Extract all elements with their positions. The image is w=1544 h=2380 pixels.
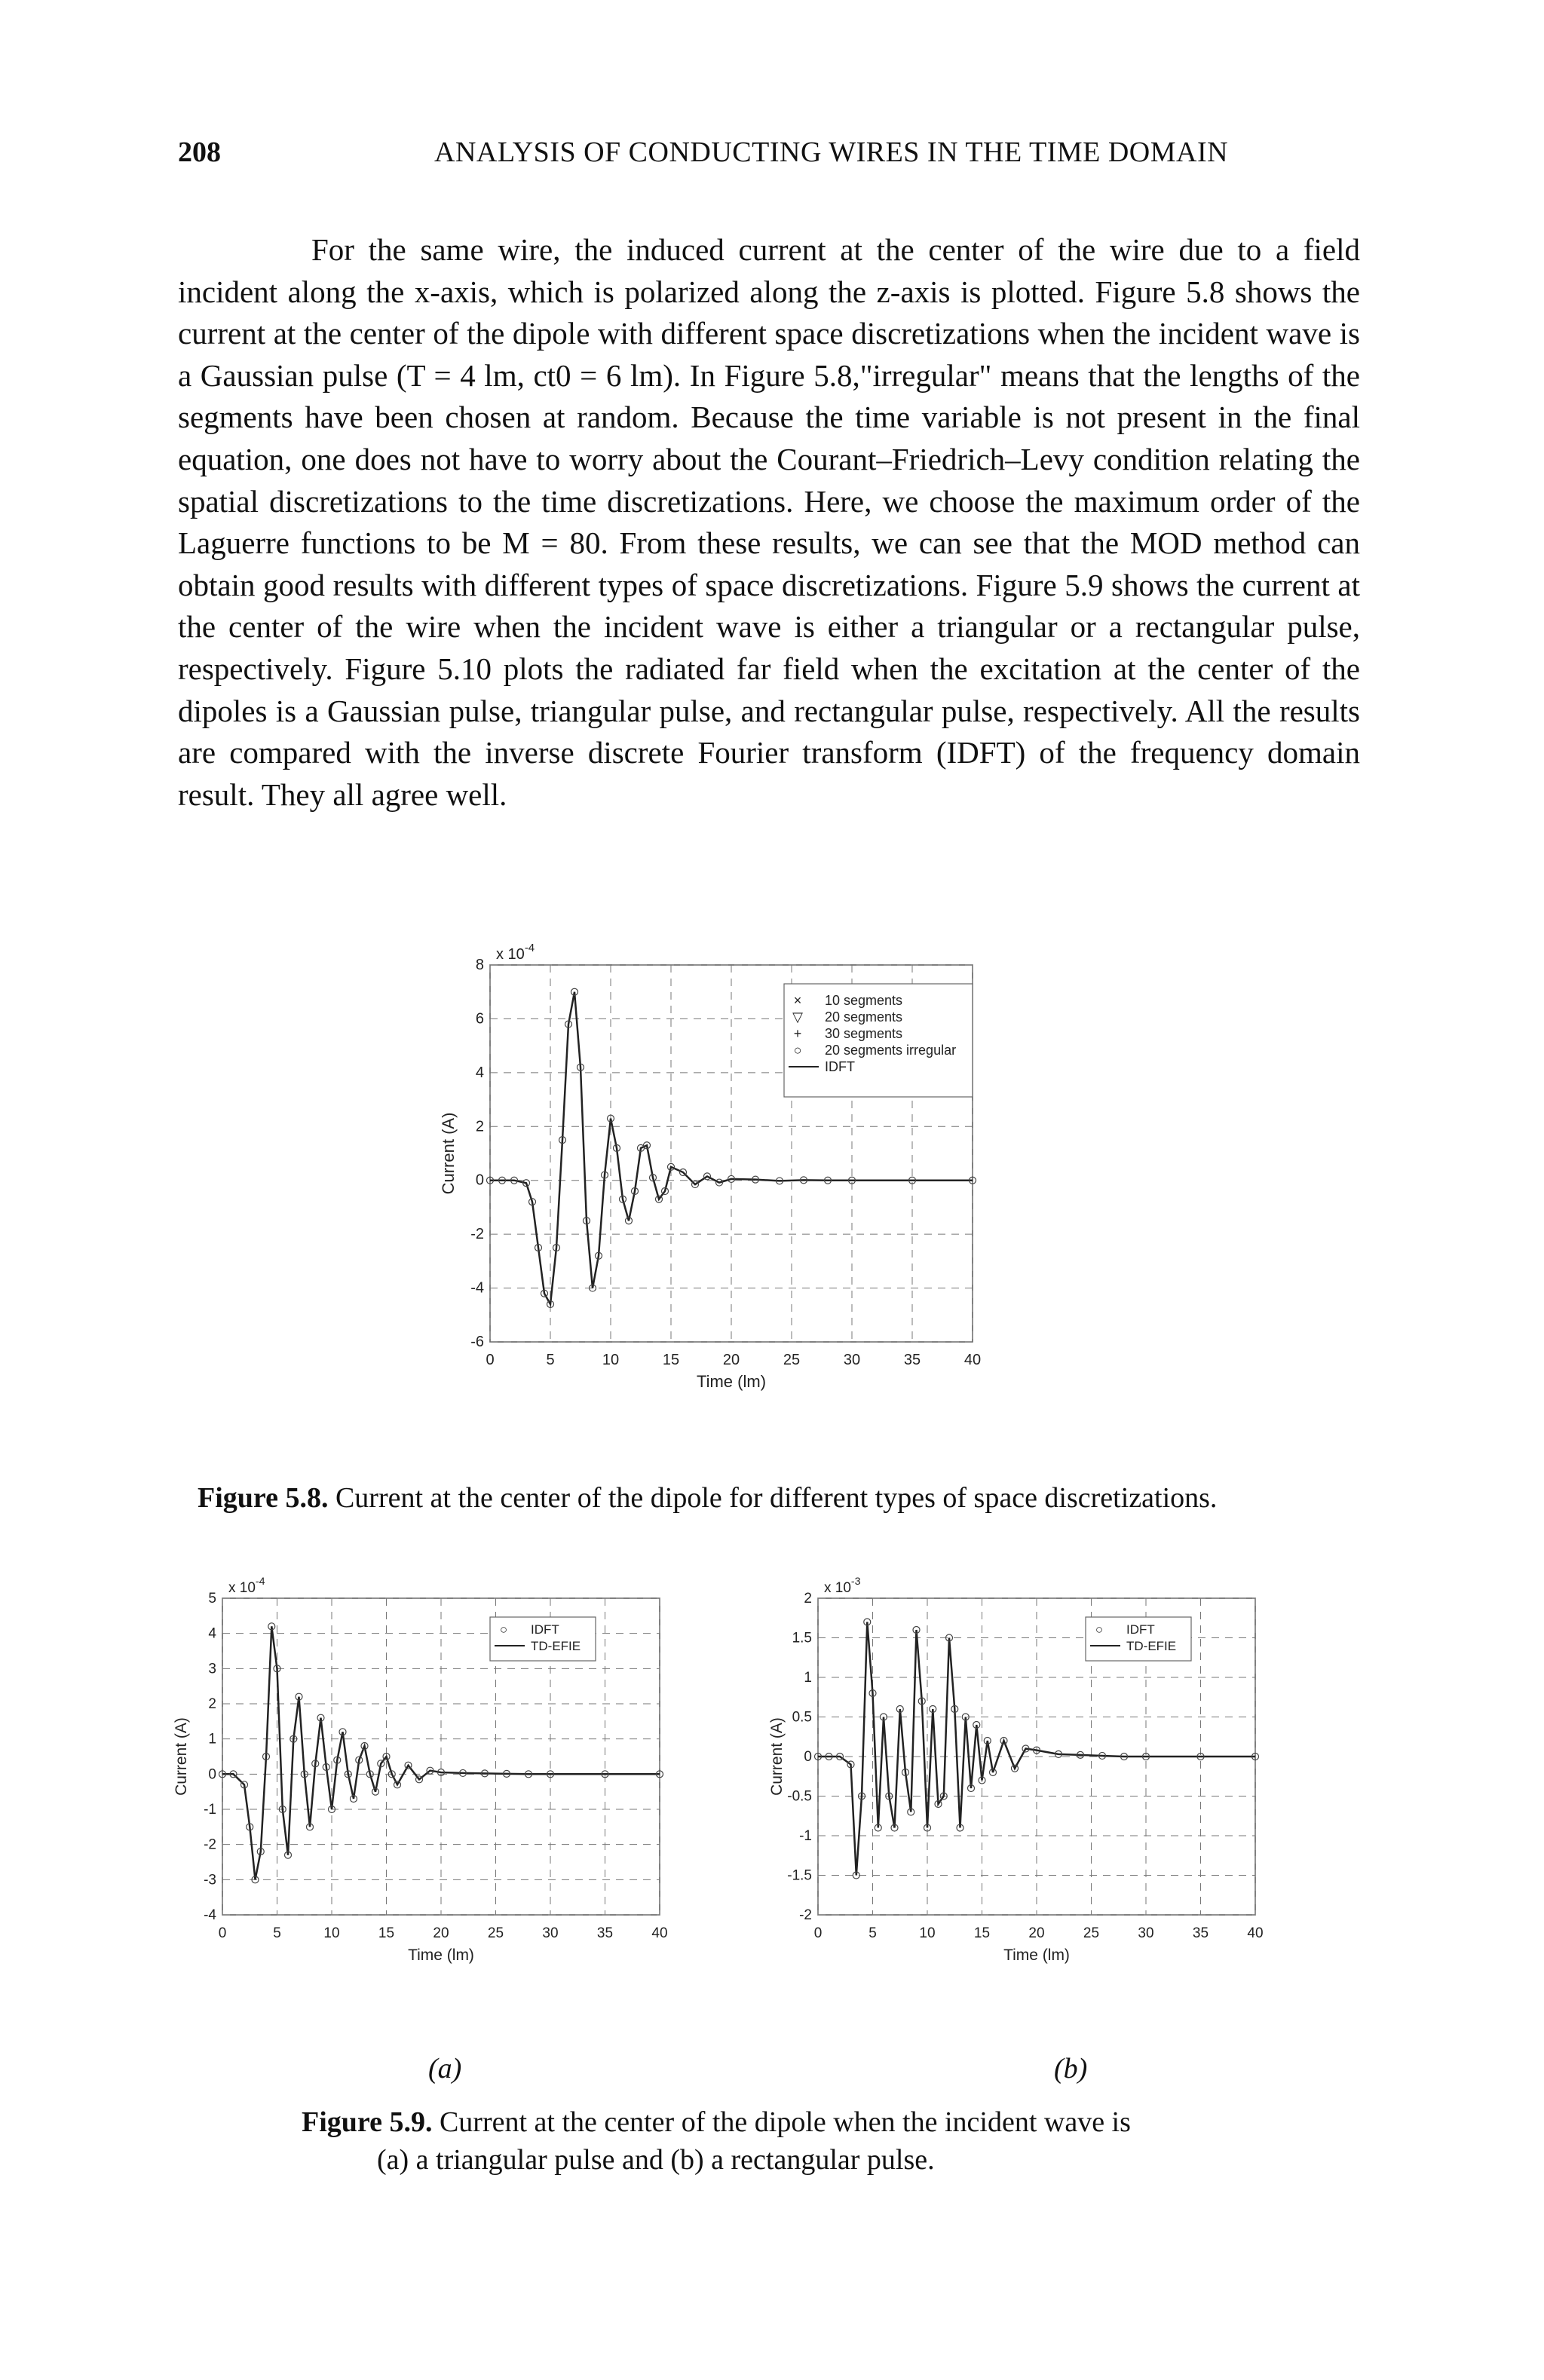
figure-5-8-chart bbox=[437, 935, 1101, 1463]
x-tick-label: 20 bbox=[433, 1925, 449, 1941]
y-tick-label: -3 bbox=[204, 1872, 216, 1888]
y-tick-label: 1.5 bbox=[792, 1630, 812, 1646]
running-title: ANALYSIS OF CONDUCTING WIRES IN THE TIME DOMAIN bbox=[434, 136, 1229, 168]
x-tick-label: 5 bbox=[868, 1925, 877, 1941]
y-tick-label: 0.5 bbox=[792, 1709, 812, 1726]
figure-5-8-caption-label: Figure 5.8. bbox=[198, 1482, 329, 1514]
x-tick-label: 15 bbox=[662, 1352, 680, 1368]
x-tick-label: 10 bbox=[919, 1925, 936, 1941]
x-tick-label: 15 bbox=[973, 1925, 991, 1941]
y-tick-label: -0.5 bbox=[787, 1788, 812, 1805]
x-tick-label: 30 bbox=[1138, 1925, 1154, 1941]
x-tick-label: 35 bbox=[596, 1925, 614, 1941]
x-tick-label: 10 bbox=[602, 1352, 620, 1368]
figure-5-9-caption bbox=[302, 2103, 1282, 2179]
legend-marker: + bbox=[793, 1026, 802, 1041]
x-axis-label: Time (lm) bbox=[696, 1372, 767, 1391]
x-tick-label: 0 bbox=[486, 1352, 495, 1368]
legend-marker: × bbox=[793, 993, 802, 1008]
x-tick-label: 0 bbox=[813, 1925, 823, 1941]
legend-entry: 10 segments bbox=[825, 993, 903, 1008]
figure-5-8-caption-text: Current at the center of the dipole for different types of space discretizations. bbox=[335, 1482, 1218, 1514]
legend-entry: IDFT bbox=[531, 1622, 559, 1637]
y-tick-label: 8 bbox=[475, 957, 484, 973]
figure-5-9b-label: (b) bbox=[1054, 2053, 1088, 2084]
y-axis-label: Current (A) bbox=[173, 1717, 190, 1796]
figure-5-9a-chart bbox=[162, 1564, 765, 2047]
x-tick-label: 30 bbox=[542, 1925, 559, 1941]
legend-entry: TD-EFIE bbox=[531, 1639, 581, 1653]
figure-5-9b-chart bbox=[758, 1564, 1383, 2047]
x-tick-label: 25 bbox=[783, 1352, 801, 1368]
legend-marker: ○ bbox=[1095, 1622, 1104, 1637]
legend-marker: ○ bbox=[499, 1622, 508, 1637]
x-tick-label: 40 bbox=[963, 1352, 982, 1368]
x-tick-label: 35 bbox=[903, 1352, 921, 1368]
y-tick-label: -6 bbox=[470, 1334, 484, 1350]
legend-entry: 20 segments irregular bbox=[825, 1043, 957, 1058]
figure-5-9-caption-line1: Current at the center of the dipole when the incident wave is bbox=[439, 2106, 1131, 2138]
y-tick-label: 3 bbox=[208, 1661, 216, 1677]
y-tick-label: 6 bbox=[475, 1010, 484, 1028]
legend-entry: 30 segments bbox=[825, 1026, 903, 1041]
y-tick-label: 4 bbox=[208, 1625, 216, 1642]
figure-5-9-caption-line2: (a) a triangular pulse and (b) a rectangular pulse. bbox=[377, 2144, 935, 2176]
legend-entry: IDFT bbox=[825, 1059, 855, 1074]
x-tick-label: 25 bbox=[1083, 1925, 1100, 1941]
x-tick-label: 10 bbox=[323, 1925, 340, 1941]
legend-entry: 20 segments bbox=[825, 1009, 903, 1025]
y-tick-label: 0 bbox=[804, 1749, 812, 1765]
x-axis-label: Time (lm) bbox=[408, 1947, 474, 1964]
y-tick-label: 2 bbox=[475, 1118, 484, 1135]
x-tick-label: 0 bbox=[218, 1925, 227, 1941]
y-tick-label: -4 bbox=[470, 1279, 484, 1297]
legend-marker: ▽ bbox=[792, 1009, 803, 1025]
x-tick-label: 30 bbox=[843, 1352, 861, 1368]
y-tick-label: -2 bbox=[470, 1226, 484, 1243]
x-tick-label: 40 bbox=[1247, 1925, 1264, 1941]
figure-5-9-caption-label: Figure 5.9. bbox=[302, 2106, 433, 2138]
y-tick-label: 2 bbox=[208, 1696, 216, 1712]
x-tick-label: 40 bbox=[651, 1925, 668, 1941]
y-tick-label: 1 bbox=[208, 1731, 216, 1747]
x-tick-label: 5 bbox=[273, 1925, 281, 1941]
legend-marker: ○ bbox=[793, 1043, 802, 1058]
x-tick-label: 15 bbox=[378, 1925, 395, 1941]
y-tick-label: 5 bbox=[208, 1591, 216, 1607]
legend-entry: IDFT bbox=[1126, 1622, 1155, 1637]
figure-5-8-caption bbox=[198, 1481, 1359, 1515]
x-tick-label: 20 bbox=[722, 1352, 740, 1368]
page-header bbox=[178, 136, 1362, 178]
y-tick-label: 2 bbox=[804, 1591, 812, 1607]
body-text bbox=[178, 229, 1360, 816]
body-paragraph: For the same wire, the induced current at the center of the wire due to a field incident along the x-axis, which is polarized along the z-axis is plotted. Figure 5.8 shows the current at the center of the dipole with different space discretizations when the incident wave is a Gaussian pulse (T = 4 lm, ct0 = 6 lm). In Figure 5.8,"irregular" means that the lengths of the segments have been chosen at random. Because the time variable is not present in the final equation, one does not have to worry about the Courant–Friedrich–Levy condition relating the spatial discretizations to the time discretizations. Here, we choose the maximum order of the Laguerre functions to be M = 80. From these results, we can see that the MOD method can obtain good results with different types of space discretizations. Figure 5.9 shows the current at the center of the wire when the incident wave is either a triangular or a rectangular pulse, respectively. Figure 5.10 plots the radiated far field when the excitation at the center of the dipoles is a Gaussian pulse, triangular pulse, and rectangular pulse, respectively. All the results are compared with the inverse discrete Fourier transform (IDFT) of the frequency domain result. They all agree well. bbox=[178, 232, 1360, 812]
y-tick-label: 0 bbox=[208, 1766, 216, 1783]
x-tick-label: 5 bbox=[546, 1352, 555, 1368]
x-axis-label: Time (lm) bbox=[1003, 1947, 1070, 1964]
y-axis-label: Current (A) bbox=[439, 1112, 458, 1195]
y-tick-label: -2 bbox=[204, 1836, 216, 1853]
figure-5-9a-label: (a) bbox=[428, 2053, 462, 2084]
y-tick-label: 4 bbox=[475, 1064, 484, 1081]
axis-scale-label: x $10^{-3}$ bbox=[824, 1576, 861, 1596]
x-tick-label: 35 bbox=[1192, 1925, 1209, 1941]
y-tick-label: -4 bbox=[204, 1907, 216, 1923]
y-axis-label: Current (A) bbox=[768, 1717, 786, 1796]
y-tick-label: -1 bbox=[799, 1828, 812, 1844]
x-tick-label: 25 bbox=[487, 1925, 504, 1941]
axis-scale-label: x $10^{-4}$ bbox=[228, 1576, 265, 1596]
y-tick-label: -2 bbox=[799, 1907, 812, 1923]
y-tick-label: -1 bbox=[204, 1802, 216, 1818]
y-tick-label: 1 bbox=[804, 1670, 812, 1686]
page-number: 208 bbox=[178, 136, 221, 168]
x-tick-label: 20 bbox=[1028, 1925, 1045, 1941]
legend-entry: TD-EFIE bbox=[1126, 1639, 1177, 1653]
axis-scale-label: x $10^{-4}$ bbox=[496, 942, 535, 963]
y-tick-label: 0 bbox=[475, 1172, 484, 1189]
y-tick-label: -1.5 bbox=[787, 1867, 812, 1884]
